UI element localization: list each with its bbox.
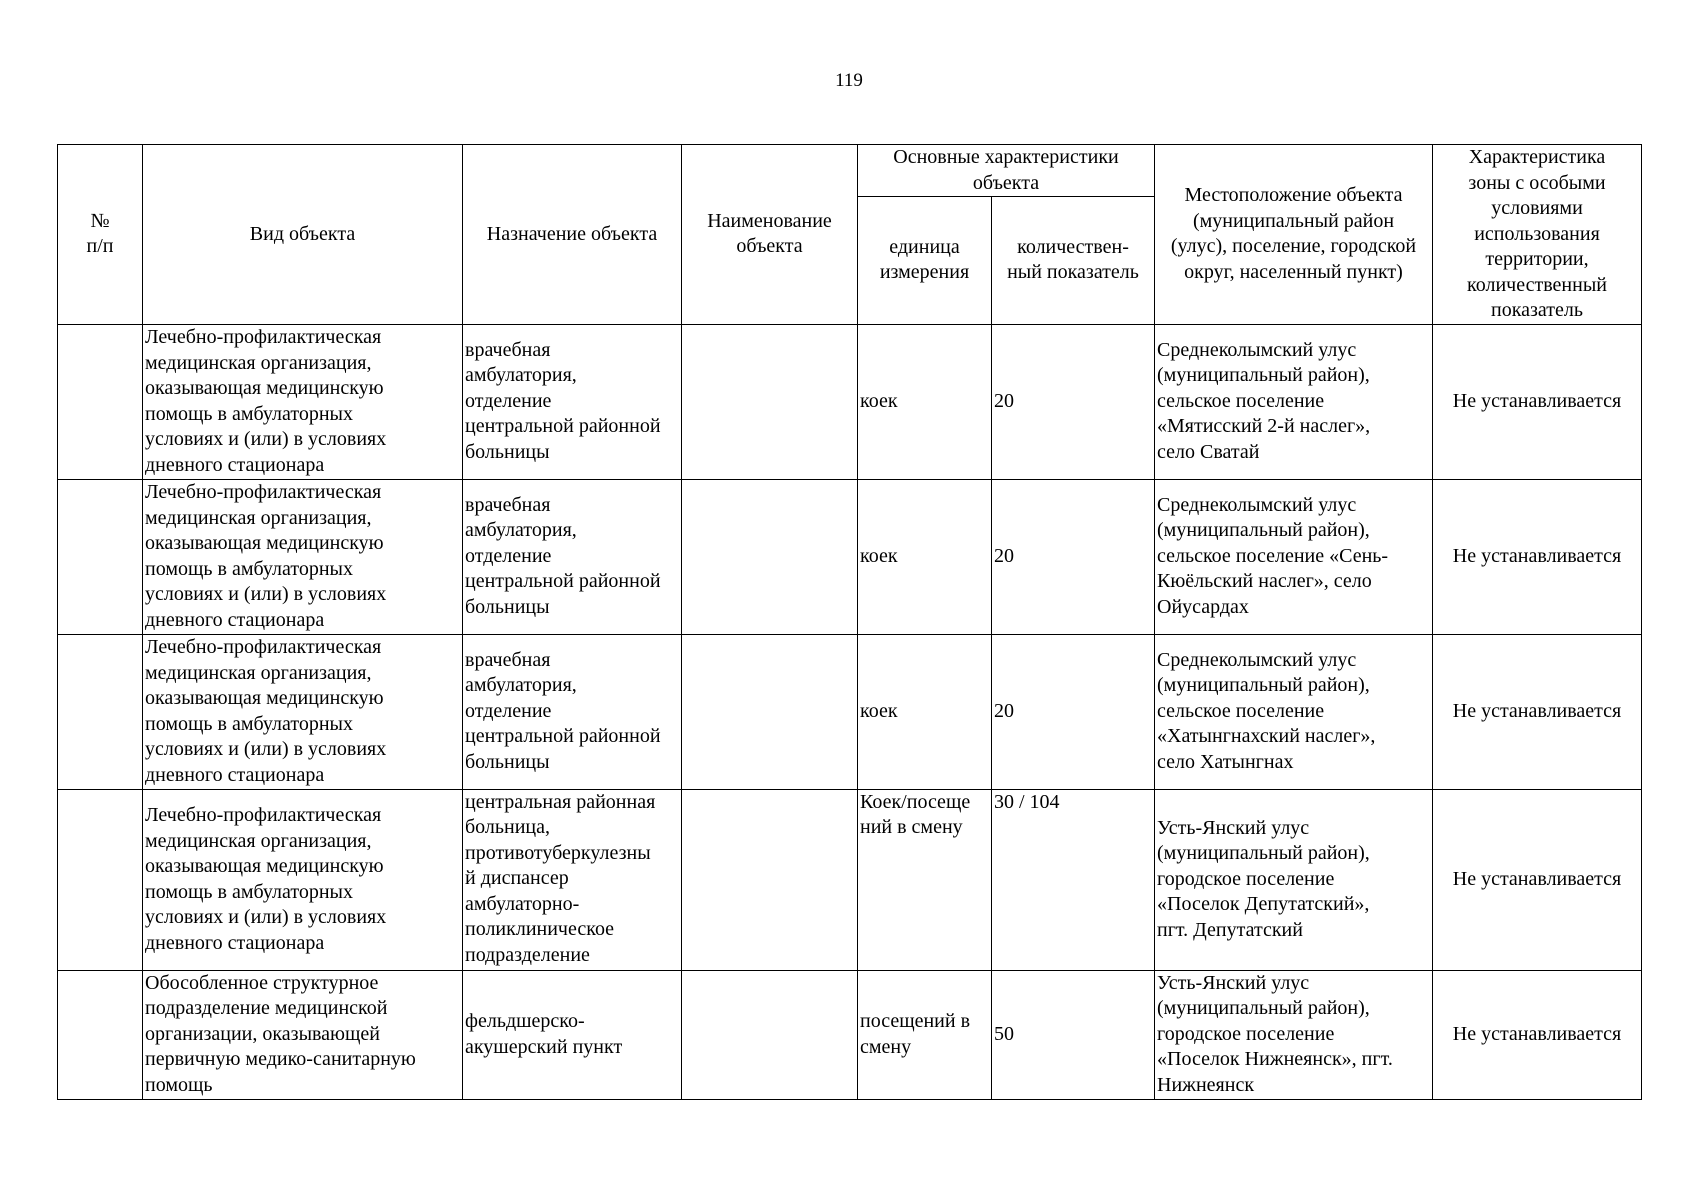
cell-object-type: Лечебно-профилактическая медицинская организация, оказывающая медицинскую помощь в амбулаторных условиях и (или) в условиях дневного стационара (143, 324, 463, 479)
cell-unit: коек (858, 479, 992, 634)
objects-table (57, 144, 1642, 1100)
cell-location: Усть-Янский улус (муниципальный район), городское поселение «Поселок Нижнеянск», пгт. Нижнеянск (1155, 970, 1433, 1099)
table-body (58, 324, 1642, 1099)
cell-object-name (682, 479, 858, 634)
cell-zone: Не устанавливается (1433, 970, 1642, 1099)
cell-object-name (682, 789, 858, 970)
cell-number (58, 324, 143, 479)
header-number: № п/п (58, 145, 143, 325)
header-object-purpose: Назначение объекта (463, 145, 682, 325)
cell-number (58, 970, 143, 1099)
header-unit: единица измерения (858, 197, 992, 324)
header-object-name: Наименование объекта (682, 145, 858, 325)
cell-object-name (682, 634, 858, 789)
table-header (58, 145, 1642, 325)
cell-unit: Коек/посеще ний в смену (858, 789, 992, 970)
cell-quantity: 30 / 104 (992, 789, 1155, 970)
cell-object-type: Лечебно-профилактическая медицинская организация, оказывающая медицинскую помощь в амбулаторных условиях и (или) в условиях дневного стационара (143, 789, 463, 970)
cell-quantity: 50 (992, 970, 1155, 1099)
cell-object-purpose: врачебная амбулатория, отделение центральной районной больницы (463, 479, 682, 634)
header-object-type: Вид объекта (143, 145, 463, 325)
cell-unit: коек (858, 634, 992, 789)
cell-object-name (682, 970, 858, 1099)
header-main-characteristics: Основные характеристики объекта (858, 145, 1155, 197)
table-row (58, 479, 1642, 634)
cell-zone: Не устанавливается (1433, 324, 1642, 479)
cell-unit: коек (858, 324, 992, 479)
cell-object-purpose: фельдшерско- акушерский пункт (463, 970, 682, 1099)
cell-quantity: 20 (992, 479, 1155, 634)
cell-object-purpose: врачебная амбулатория, отделение центральной районной больницы (463, 324, 682, 479)
table-row (58, 789, 1642, 970)
cell-object-type: Лечебно-профилактическая медицинская организация, оказывающая медицинскую помощь в амбулаторных условиях и (или) в условиях дневного стационара (143, 479, 463, 634)
cell-location: Среднеколымский улус (муниципальный район), сельское поселение «Сень- Кюёльский наслег», село Ойусардах (1155, 479, 1433, 634)
table-row (58, 970, 1642, 1099)
cell-location: Среднеколымский улус (муниципальный район), сельское поселение «Мятисский 2-й наслег», село Сватай (1155, 324, 1433, 479)
cell-object-name (682, 324, 858, 479)
table-row (58, 324, 1642, 479)
cell-number (58, 634, 143, 789)
cell-object-type: Обособленное структурное подразделение медицинской организации, оказывающей первичную медико-санитарную помощь (143, 970, 463, 1099)
table-row (58, 634, 1642, 789)
cell-location: Усть-Янский улус (муниципальный район), городское поселение «Поселок Депутатский», пгт. Депутатский (1155, 789, 1433, 970)
header-object-location: Местоположение объекта (муниципальный район (улус), поселение, городской округ, населенный пункт) (1155, 145, 1433, 325)
cell-object-purpose: врачебная амбулатория, отделение центральной районной больницы (463, 634, 682, 789)
cell-object-type: Лечебно-профилактическая медицинская организация, оказывающая медицинскую помощь в амбулаторных условиях и (или) в условиях дневного стационара (143, 634, 463, 789)
page-number: 119 (835, 70, 863, 91)
cell-zone: Не устанавливается (1433, 789, 1642, 970)
cell-unit: посещений в смену (858, 970, 992, 1099)
cell-number (58, 789, 143, 970)
cell-zone: Не устанавливается (1433, 634, 1642, 789)
cell-number (58, 479, 143, 634)
header-zone-characteristics: Характеристика зоны с особыми условиями использования территории, количественный показатель (1433, 145, 1642, 325)
cell-quantity: 20 (992, 634, 1155, 789)
header-quantity: количествен- ный показатель (992, 197, 1155, 324)
cell-zone: Не устанавливается (1433, 479, 1642, 634)
cell-quantity: 20 (992, 324, 1155, 479)
cell-object-purpose: центральная районная больница, противотуберкулезны й диспансер амбулаторно- поликлиническое подразделение (463, 789, 682, 970)
cell-location: Среднеколымский улус (муниципальный район), сельское поселение «Хатынгнахский наслег», село Хатынгнах (1155, 634, 1433, 789)
